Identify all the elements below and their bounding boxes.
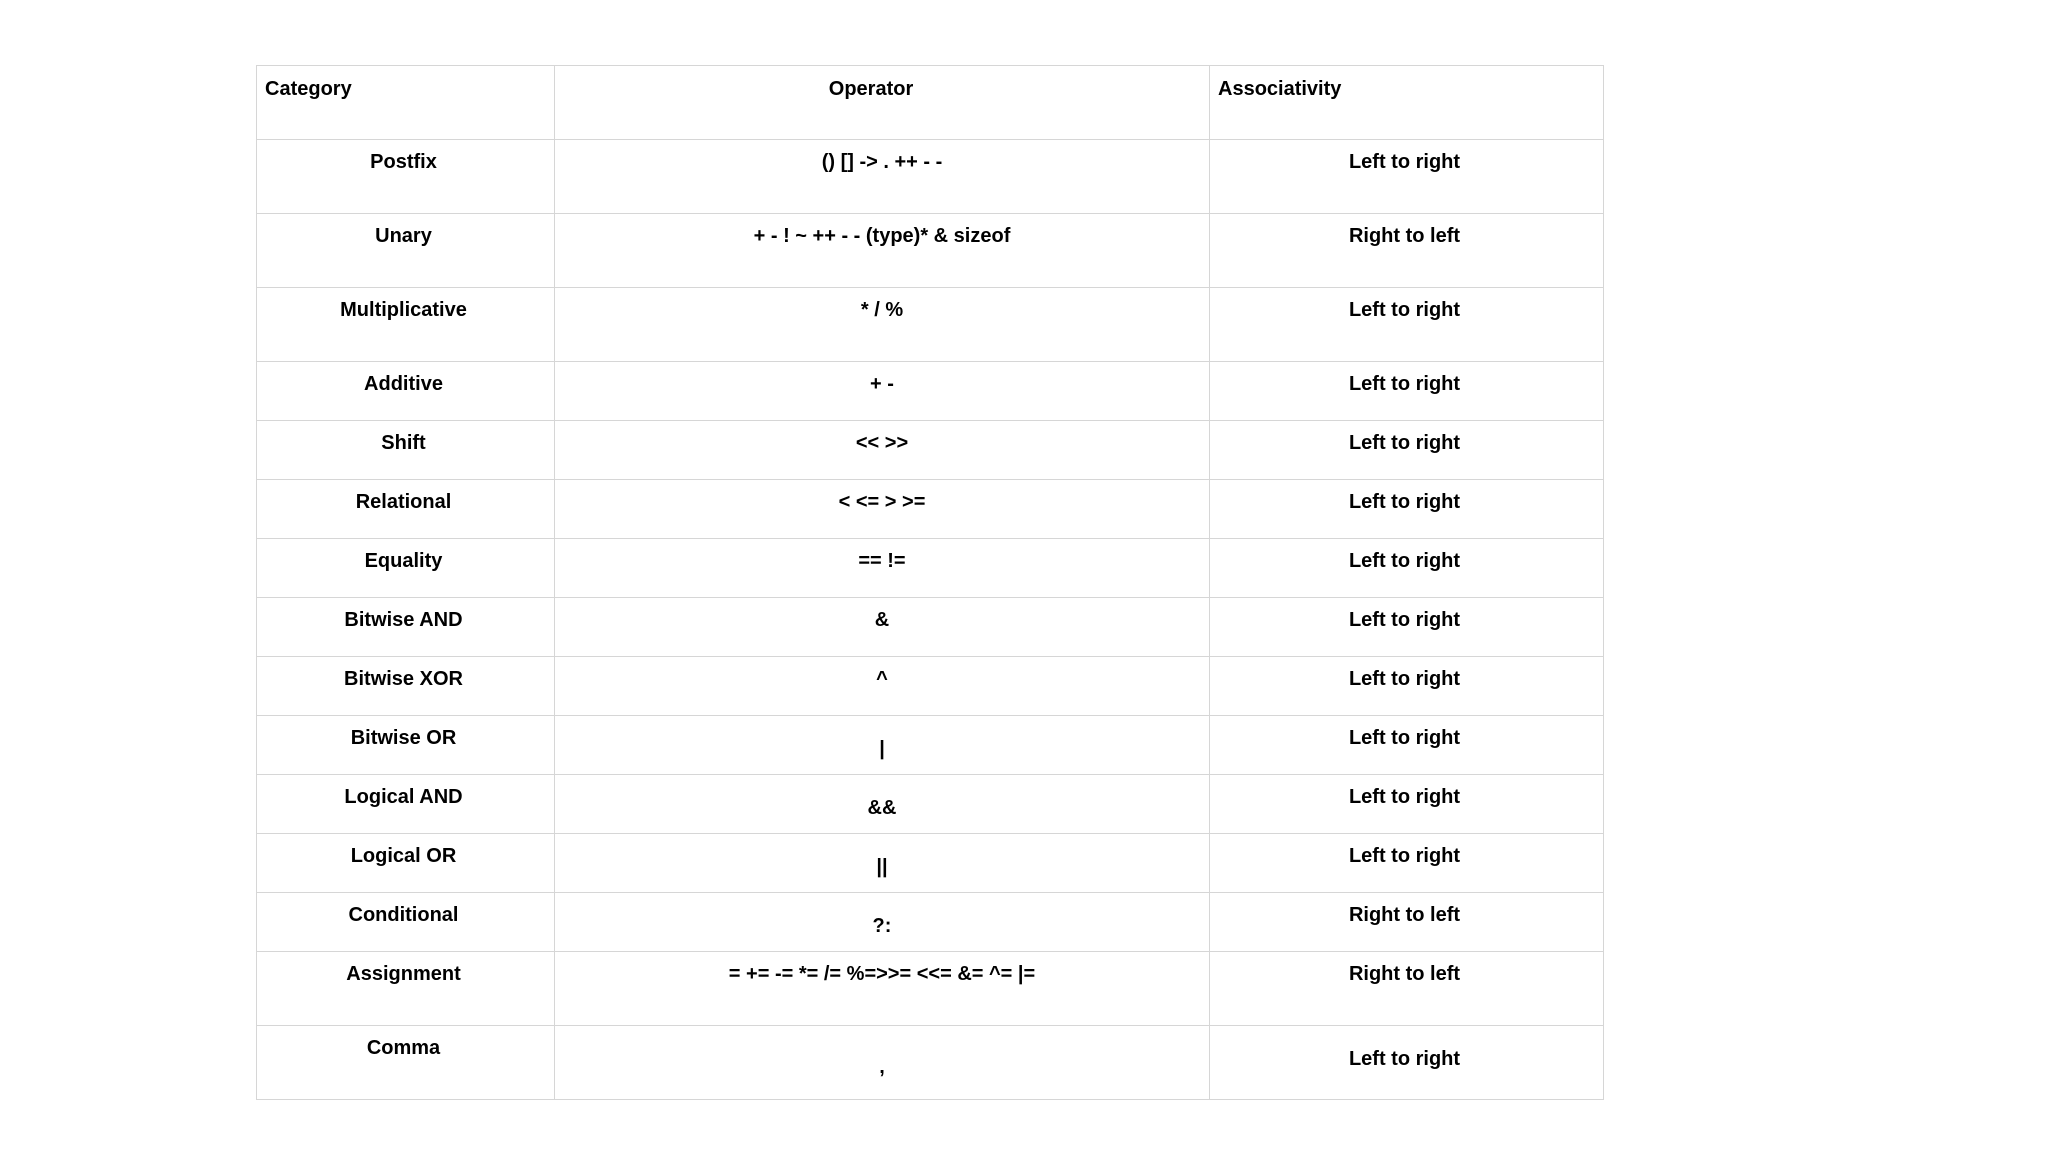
category-cell: Postfix <box>257 140 555 214</box>
table-header-row <box>257 66 1604 140</box>
header-associativity: Associativity <box>1210 66 1604 140</box>
associativity-cell: Right to left <box>1210 214 1604 288</box>
operator-cell: + - <box>555 362 1210 421</box>
associativity-cell: Left to right <box>1210 716 1604 775</box>
table-row <box>257 214 1604 288</box>
operator-cell: && <box>555 775 1210 834</box>
operator-cell: & <box>555 598 1210 657</box>
table-row <box>257 834 1604 893</box>
table-row <box>257 893 1604 952</box>
category-cell: Logical OR <box>257 834 555 893</box>
table-row <box>257 140 1604 214</box>
category-cell: Equality <box>257 539 555 598</box>
table-row <box>257 657 1604 716</box>
category-cell: Assignment <box>257 952 555 1026</box>
category-cell: Multiplicative <box>257 288 555 362</box>
table-row <box>257 952 1604 1026</box>
table-row <box>257 288 1604 362</box>
table-row <box>257 539 1604 598</box>
associativity-cell: Left to right <box>1210 1026 1604 1100</box>
operator-cell: << >> <box>555 421 1210 480</box>
operator-cell: , <box>555 1026 1210 1100</box>
header-category: Category <box>257 66 555 140</box>
operator-cell: < <= > >= <box>555 480 1210 539</box>
category-cell: Bitwise XOR <box>257 657 555 716</box>
category-cell: Bitwise AND <box>257 598 555 657</box>
associativity-cell: Left to right <box>1210 539 1604 598</box>
category-cell: Comma <box>257 1026 555 1100</box>
operator-precedence-table <box>256 65 1604 1100</box>
table-row <box>257 1026 1604 1100</box>
associativity-cell: Left to right <box>1210 288 1604 362</box>
operator-cell: == != <box>555 539 1210 598</box>
associativity-cell: Left to right <box>1210 480 1604 539</box>
table-row <box>257 775 1604 834</box>
table-row <box>257 421 1604 480</box>
operator-cell: = += -= *= /= %=>>= <<= &= ^= |= <box>555 952 1210 1026</box>
category-cell: Conditional <box>257 893 555 952</box>
associativity-cell: Right to left <box>1210 952 1604 1026</box>
operator-cell: ^ <box>555 657 1210 716</box>
operator-cell: () [] -> . ++ - - <box>555 140 1210 214</box>
associativity-cell: Left to right <box>1210 421 1604 480</box>
header-operator: Operator <box>555 66 1210 140</box>
table-row <box>257 480 1604 539</box>
table-row <box>257 362 1604 421</box>
operator-cell: + - ! ~ ++ - - (type)* & sizeof <box>555 214 1210 288</box>
associativity-cell: Left to right <box>1210 657 1604 716</box>
category-cell: Additive <box>257 362 555 421</box>
category-cell: Bitwise OR <box>257 716 555 775</box>
category-cell: Logical AND <box>257 775 555 834</box>
operator-cell: * / % <box>555 288 1210 362</box>
associativity-cell: Left to right <box>1210 775 1604 834</box>
associativity-cell: Right to left <box>1210 893 1604 952</box>
associativity-cell: Left to right <box>1210 834 1604 893</box>
category-cell: Relational <box>257 480 555 539</box>
associativity-cell: Left to right <box>1210 598 1604 657</box>
category-cell: Unary <box>257 214 555 288</box>
operator-cell: ?: <box>555 893 1210 952</box>
table-row <box>257 598 1604 657</box>
table-row <box>257 716 1604 775</box>
associativity-cell: Left to right <box>1210 362 1604 421</box>
associativity-cell: Left to right <box>1210 140 1604 214</box>
operator-cell: | <box>555 716 1210 775</box>
category-cell: Shift <box>257 421 555 480</box>
operator-cell: || <box>555 834 1210 893</box>
